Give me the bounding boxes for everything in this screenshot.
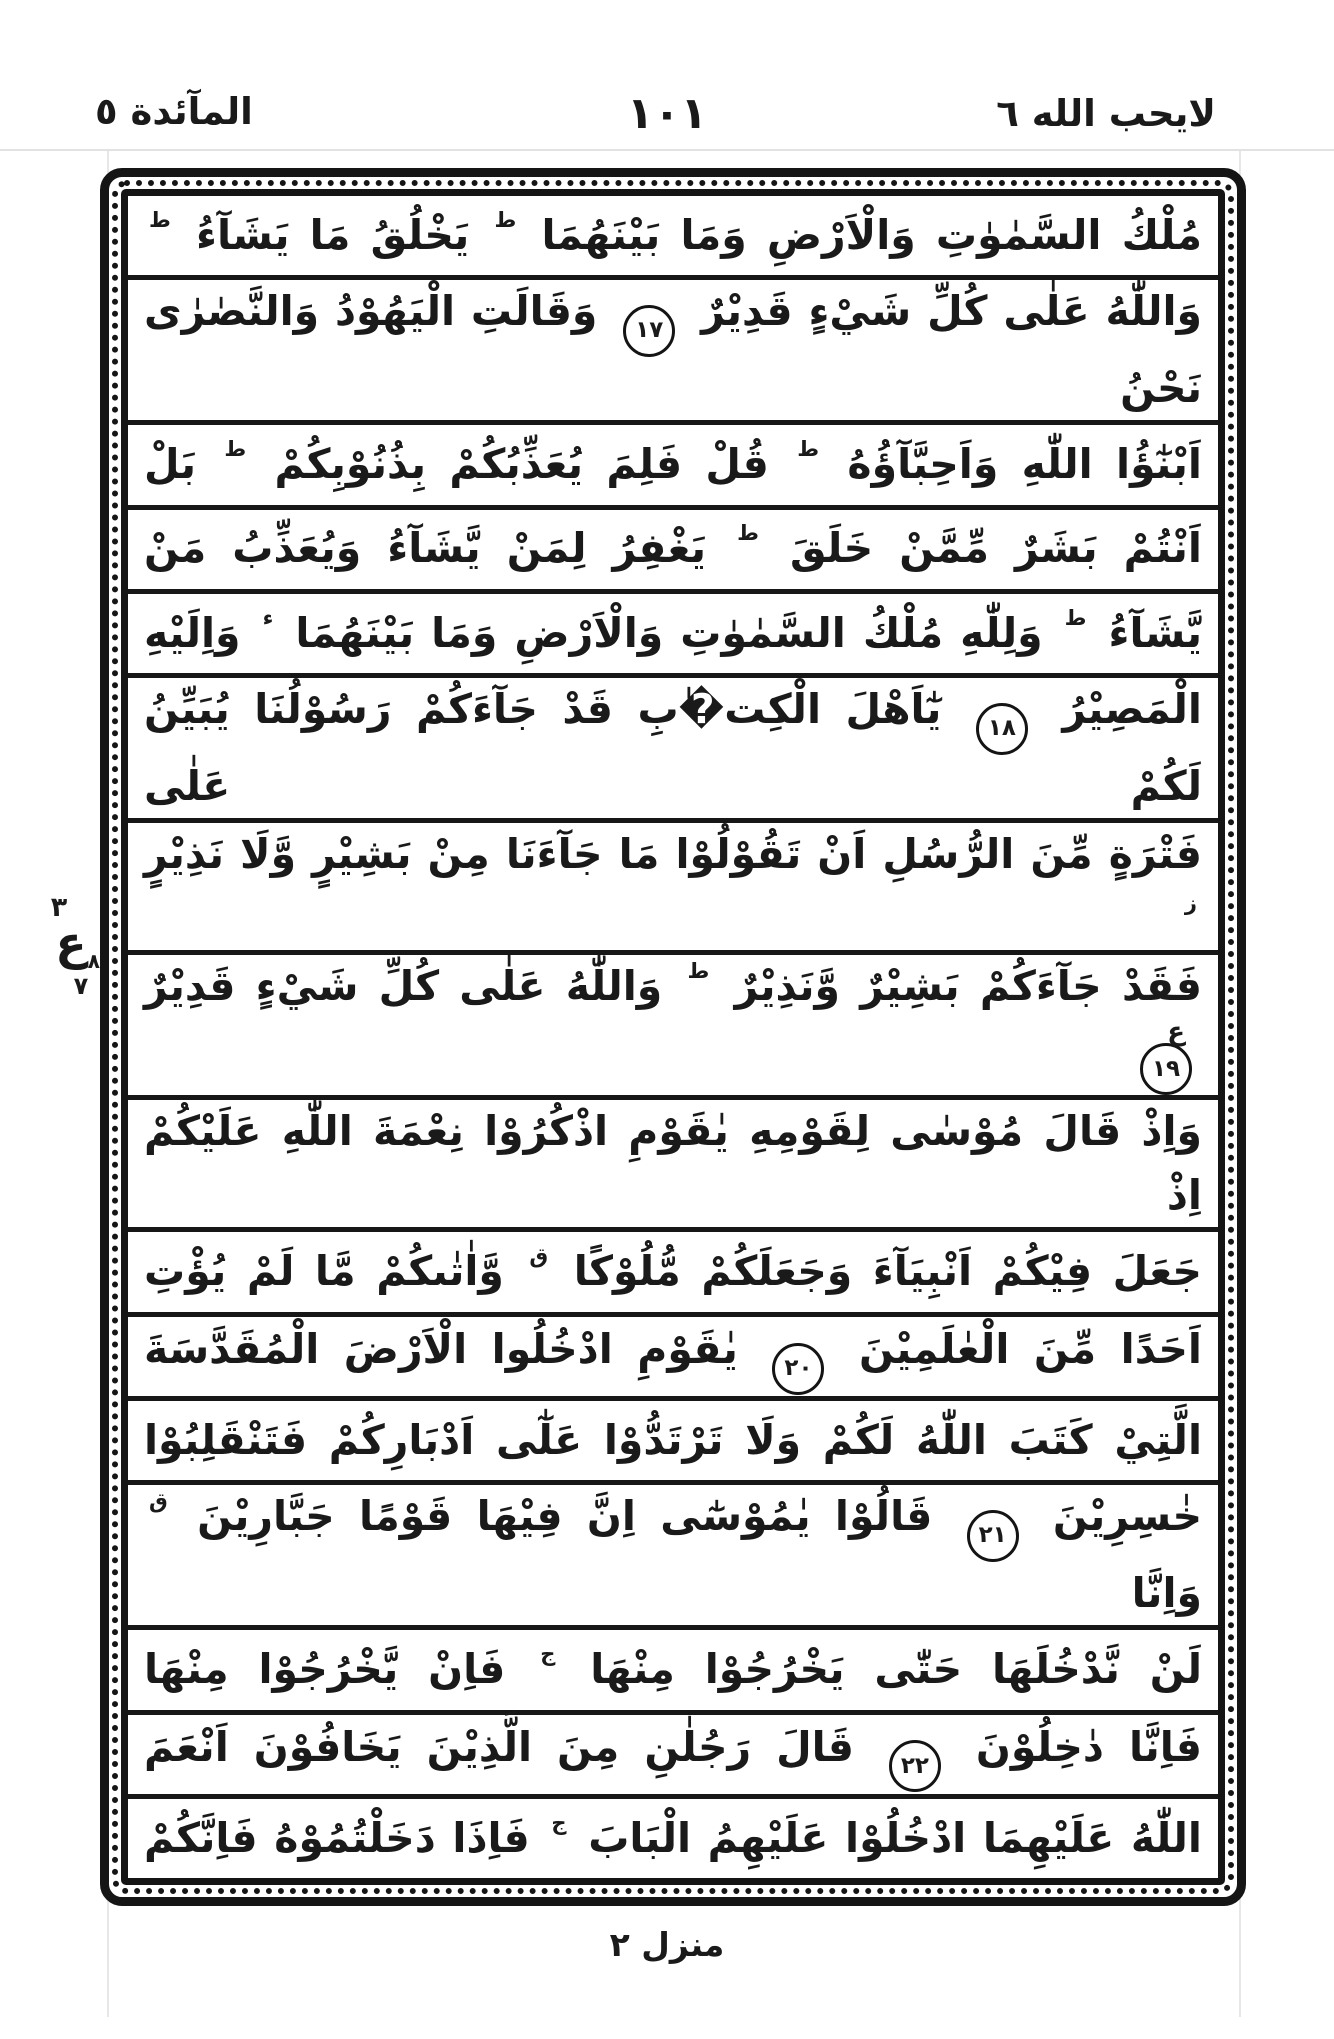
ayah-text-segment: قُلْ فَلِمَ يُعَذِّبُكُمْ بِذُنُوْبِكُمْ [274,440,769,489]
ayah-line-text [144,1807,1202,1871]
waqf-mark: ج [551,1810,567,1835]
ayah-line-text [144,204,1202,268]
waqf-mark: ط [687,959,710,984]
ayah-line-text [144,955,1202,1095]
ayah-text-segment: يَغْفِرُ لِمَنْ يَّشَآءُ وَيُعَذِّبُ مَنْ [144,524,707,573]
ayah-line-text [144,1318,1202,1395]
ayah-line-text [144,678,1202,818]
ayah-text-segment: وَاِذْ قَالَ مُوْسٰى لِقَوْمِهِ يٰقَوْمِ اذْكُرُوْا نِعْمَةَ اللّٰهِ عَلَيْكُمْ اِذْ [144,1107,1202,1219]
ayah-line [128,678,1218,823]
ayah-text-segment: فَاِنَّا دٰخِلُوْنَ [975,1722,1202,1771]
ayah-text-segment: فَاِنْ يَّخْرُجُوْا مِنْهَا [144,1645,506,1694]
waqf-mark: ء [262,605,274,630]
ayah-text-segment: وَّاٰتٰىكُمْ مَّا لَمْ يُؤْتِ [144,1247,504,1296]
ayah-line-text [144,1638,1202,1702]
ayah-text-segment: اَحَدًا مِّنَ الْعٰلَمِيْنَ [858,1325,1202,1374]
ayah-text-segment: اللّٰهُ عَلَيْهِمَا ادْخُلُوْا عَلَيْهِمُ الْبَابَ [588,1813,1202,1862]
ayah-text-segment: وَاللّٰهُ عَلٰى كُلِّ شَيْءٍ قَدِيْرٌ [144,962,663,1011]
waqf-mark: ط [797,437,820,462]
ayah-line-text [144,1485,1202,1625]
frame-ornament-border [112,180,1234,1894]
waqf-mark: ق [149,1489,168,1514]
manzil-label: منزل ٢ [609,1925,725,1964]
ruku-ayat-count: ٨ [87,949,100,974]
ayah-line-text [144,1240,1202,1304]
lines-container [121,189,1225,1885]
ruku-surah-count: ٣ [50,892,68,923]
ayah-text-segment: وَقَالَتِ الْيَهُوْدُ وَالنَّصٰرٰى نَحْنُ [144,287,1202,412]
ayah-line [128,955,1218,1100]
ruku-juz-count: ٧ [73,972,89,1001]
ayah-text-segment: يٰقَوْمِ ادْخُلُوا الْاَرْضَ الْمُقَدَّسَةَ [144,1325,738,1374]
ruku-margin-marker [34,892,108,1000]
waqf-mark: ط [494,207,517,232]
waqf-mark: ط [1064,605,1087,630]
ayah-line-text [144,280,1202,420]
ayah-line [128,1100,1218,1232]
ayah-text-segment: قَالَ رَجُلٰنِ مِنَ الَّذِيْنَ يَخَافُوْنَ اَنْعَمَ [144,1722,854,1771]
ayah-text-segment: فَاِذَا دَخَلْتُمُوْهُ فَاِنَّكُمْ [144,1813,530,1862]
ayah-line [128,280,1218,425]
header-divider-line [0,149,1334,151]
ayah-text-segment: اَنْتُمْ بَشَرٌ مِّمَّنْ خَلَقَ [789,524,1202,573]
ayah-text-segment: فَتْرَةٍ مِّنَ الرُّسُلِ اَنْ تَقُوْلُوْا مَا جَآءَنَا مِنْ بَشِيْرٍ وَّلَا نَذِيْرٍ [144,830,1202,879]
ayah-line [128,1485,1218,1630]
ruku-ain-symbol: ع ٨ [55,916,100,974]
ayah-line-text [144,602,1202,666]
ayah-text-segment: يَخْلُقُ مَا يَشَآءُ [196,210,470,259]
ayah-text-segment: الْمَصِيْرُ [1062,685,1202,734]
ayah-line-text [144,1716,1202,1793]
ayah-number-marker: ١٨ [976,703,1028,755]
ayah-text-segment: خٰسِرِيْنَ [1052,1492,1202,1541]
ayah-text-segment: وَاللّٰهُ عَلٰى كُلِّ شَيْءٍ قَدِيْرٌ [701,287,1202,336]
ayah-text-segment: فَقَدْ جَآءَكُمْ بَشِيْرٌ وَّنَذِيْرٌ [734,962,1202,1011]
juz-label: لايحب الله ٦ [996,92,1216,135]
ayah-line [128,1317,1218,1401]
ayah-text-segment: بَلْ [144,440,196,489]
surah-label: المآئدة ٥ [95,90,253,133]
ayah-text-segment: يَّشَآءُ [1108,608,1202,657]
ayah-line-text [144,823,1202,950]
ruku-end-ain: ع [1167,1017,1185,1048]
quran-text-frame [100,168,1246,1906]
waqf-mark: ط [224,437,247,462]
ayah-line [128,1401,1218,1485]
waqf-mark: ط [737,521,759,546]
waqf-mark: ج [540,1642,556,1667]
ayah-text-segment: مُلْكُ السَّمٰوٰتِ وَالْاَرْضِ وَمَا بَيْنَهُمَا [541,210,1202,259]
waqf-mark: ق [529,1244,549,1269]
ayah-text-segment: جَعَلَ فِيْكُمْ اَنْبِيَآءَ وَجَعَلَكُمْ مُّلُوْكًا [573,1247,1202,1296]
ayah-line [128,196,1218,280]
ayah-number-marker: ٢١ [967,1510,1019,1562]
waqf-mark: ط [149,207,171,232]
ayah-text-segment: اَبْنٰٓؤُا اللّٰهِ وَاَحِبَّآؤُهُ [847,440,1202,489]
ayah-line [128,1232,1218,1316]
ayah-number-marker: ٢٠ [772,1343,824,1395]
ayah-text-segment: قَالُوْا يٰمُوْسٰٓى اِنَّ فِيْهَا قَوْمًا جَبَّارِيْنَ [197,1492,933,1541]
ayah-line [128,1715,1218,1799]
page-number: ١٠١ [626,88,708,139]
ayah-text-segment: يٰٓاَهْلَ الْكِت�ٰبِ قَدْ جَآءَكُمْ رَسُوْلُنَا يُبَيِّنُ لَكُمْ عَلٰى [144,685,1202,810]
ayah-number-marker: ع ١٩ [1140,1043,1192,1095]
ayah-text-segment: وَاِلَيْهِ [144,608,241,657]
waqf-mark: ز [1184,890,1197,915]
ayah-line-text [144,517,1202,581]
ayah-line-text [144,1409,1202,1473]
page-header [0,0,1334,150]
ayah-number-marker: ١٧ [623,305,675,357]
ayah-line [128,1630,1218,1714]
ayah-line [128,510,1218,594]
ayah-line [128,594,1218,678]
ayah-line-text [144,433,1202,497]
ayah-line-text [144,1100,1202,1227]
ayah-number-marker: ٢٢ [889,1740,941,1792]
ayah-text-segment: الَّتِيْ كَتَبَ اللّٰهُ لَكُمْ وَلَا تَرْتَدُّوْا عَلٰٓى اَدْبَارِكُمْ فَتَنْقَلِبُوْا [144,1415,1202,1464]
ayah-line [128,1799,1218,1878]
ayah-text-segment: وَاِنَّا [1131,1568,1202,1617]
ayah-text-segment: لَنْ نَّدْخُلَهَا حَتّٰى يَخْرُجُوْا مِنْهَا [590,1645,1203,1694]
ayah-line [128,425,1218,509]
ayah-text-segment: وَلِلّٰهِ مُلْكُ السَّمٰوٰتِ وَالْاَرْضِ وَمَا بَيْنَهُمَا [295,608,1043,657]
ayah-line [128,823,1218,955]
